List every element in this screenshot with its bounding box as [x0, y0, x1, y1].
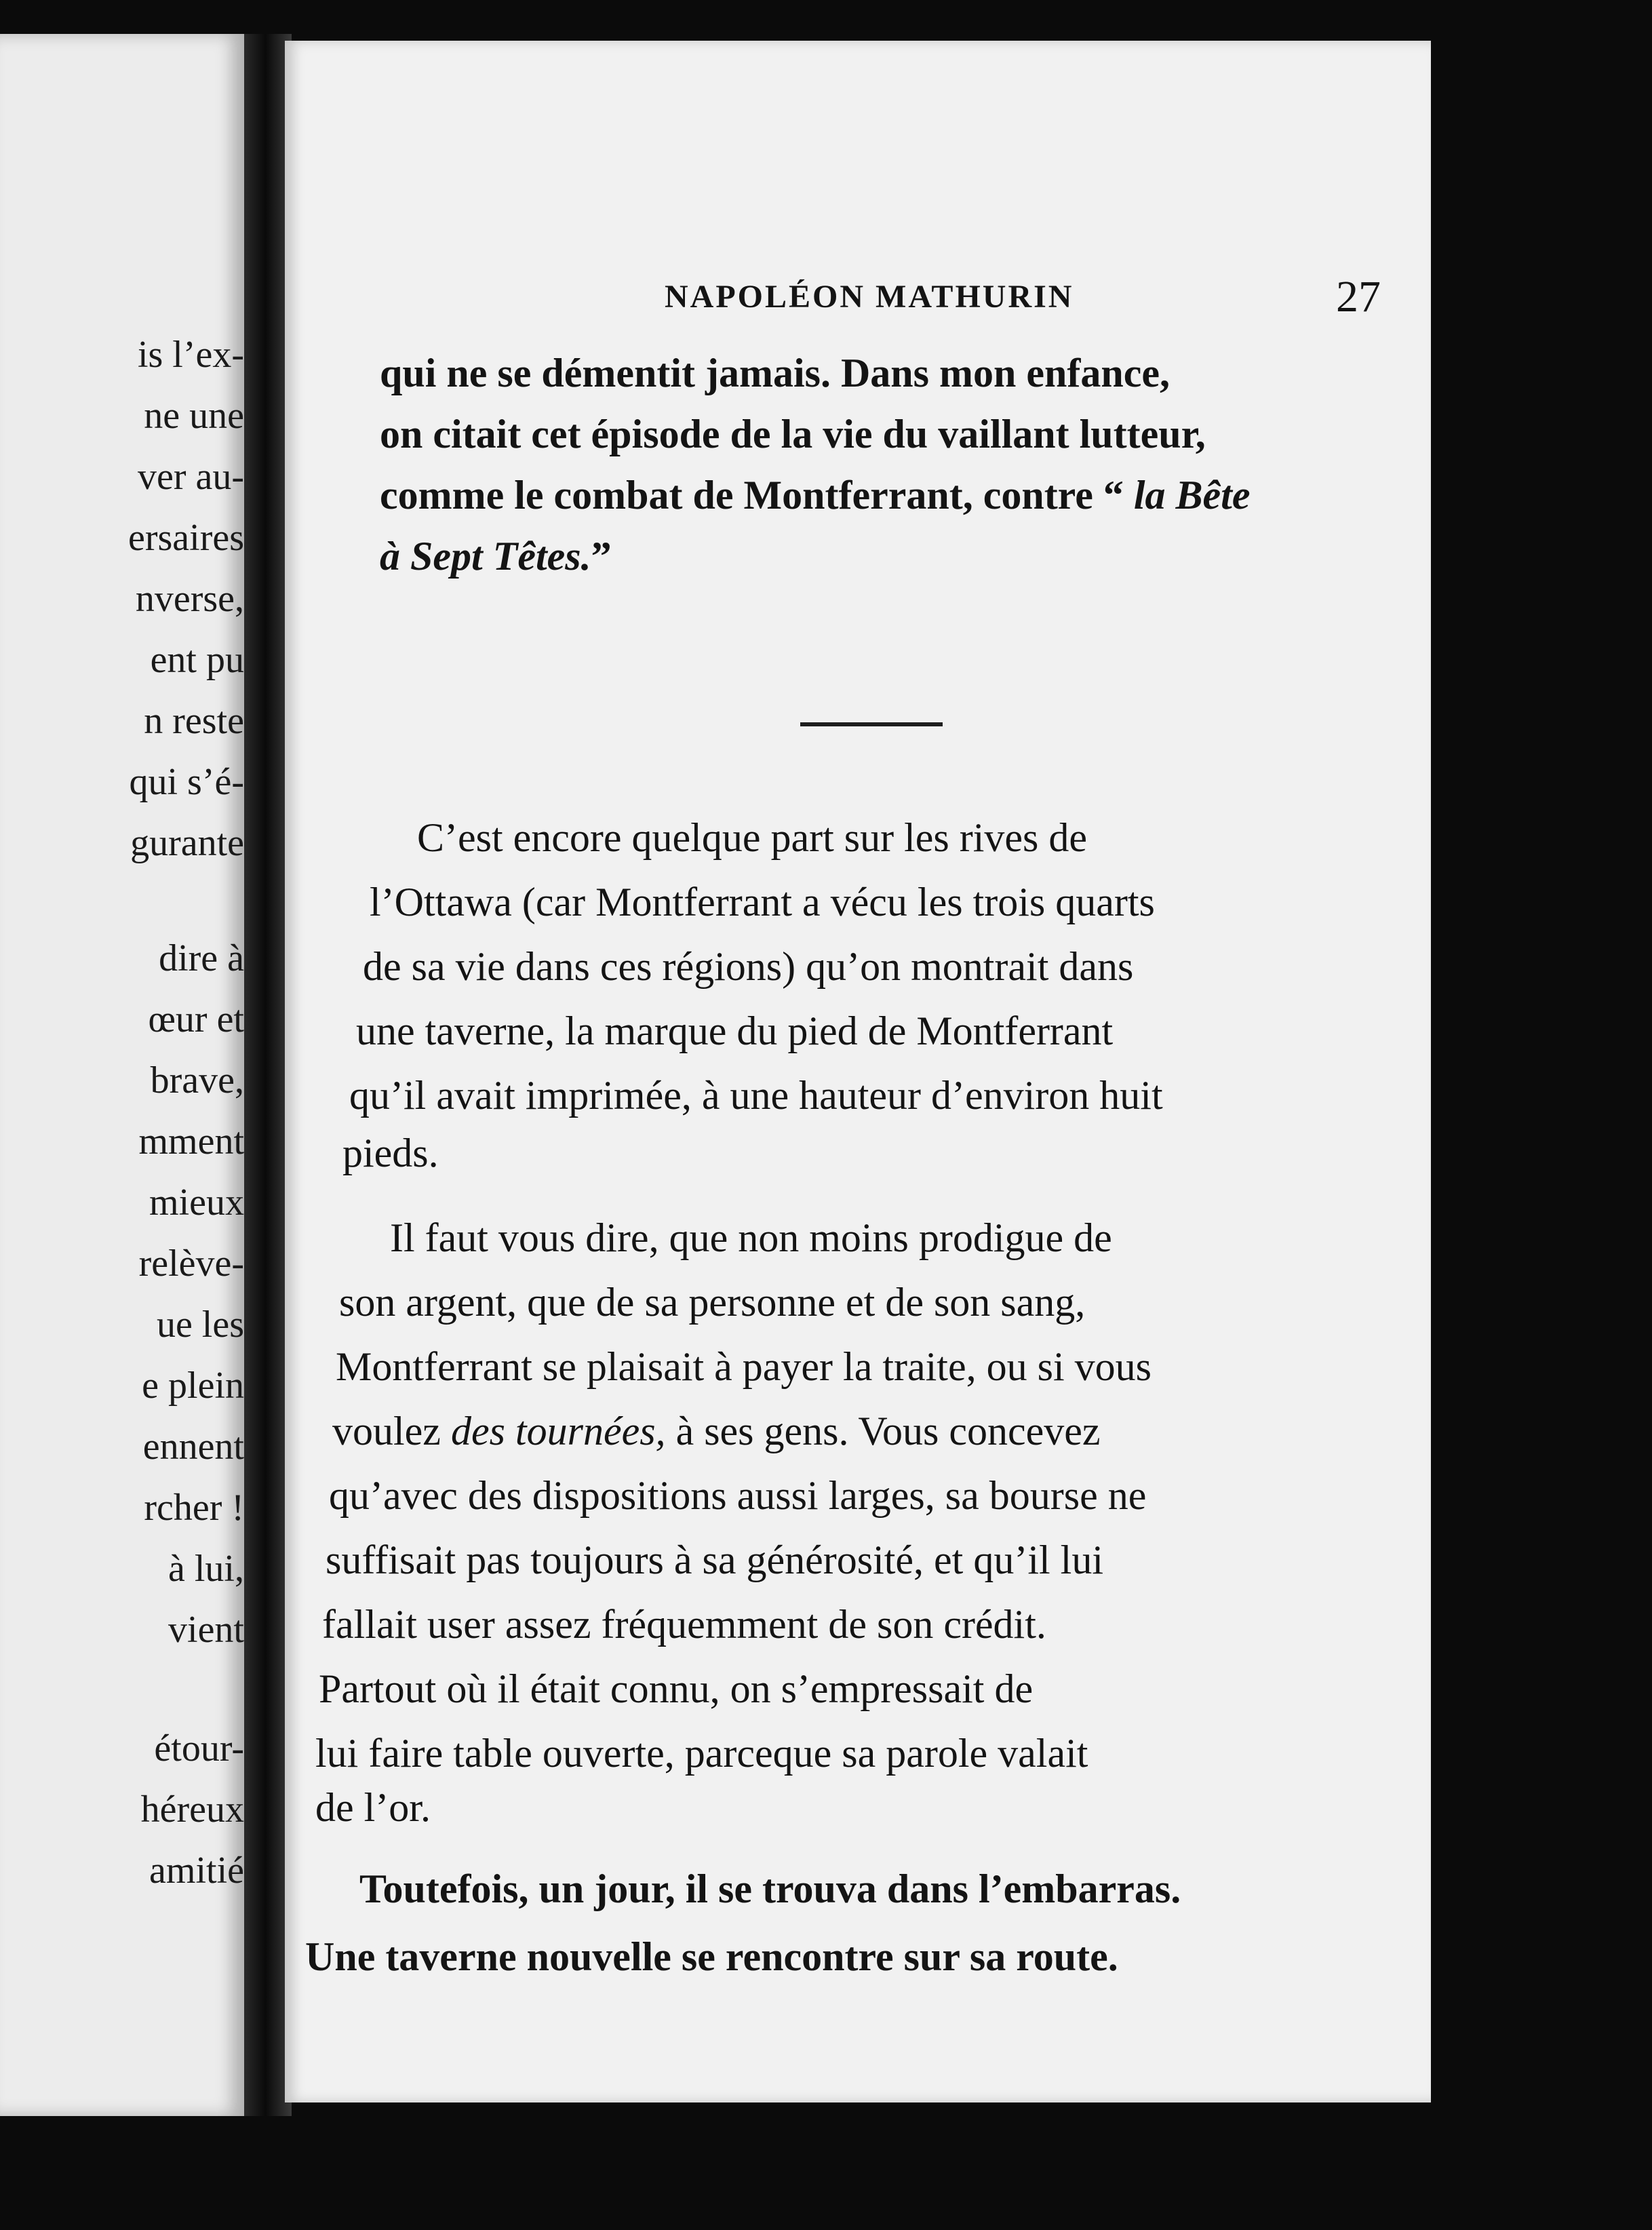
left-line: ersaires: [127, 517, 244, 559]
left-line: is l’ex-: [137, 334, 244, 376]
italic-phrase: des tournées,: [450, 1409, 666, 1453]
left-line: n reste: [144, 700, 244, 742]
text-span: voulez: [332, 1409, 451, 1453]
left-line: à lui,: [168, 1548, 244, 1590]
left-line: nverse,: [135, 578, 244, 620]
left-line: ent pu: [150, 639, 244, 681]
text-line: de l’or.: [315, 1785, 431, 1830]
left-line: héreux: [140, 1788, 244, 1831]
text-line: Partout où il était connu, on s’empressait de: [319, 1666, 1034, 1711]
text-line: Une taverne nouvelle se rencontre sur sa route.: [305, 1934, 1118, 1979]
text-line: une taverne, la marque du pied de Montferrant: [356, 1009, 1114, 1053]
left-line: rcher !: [144, 1487, 244, 1529]
text-line: C’est encore quelque part sur les rives de: [417, 815, 1087, 860]
book-page: [285, 41, 1431, 2102]
text-line: on citait cet épisode de la vie du vaillant lutteur,: [380, 412, 1206, 456]
left-line: amitié: [149, 1850, 244, 1892]
text-line: qui ne se démentit jamais. Dans mon enfance,: [380, 351, 1170, 395]
left-line: dire à: [159, 937, 244, 979]
left-line: œur et: [148, 998, 244, 1040]
left-line: relève-: [138, 1243, 244, 1285]
text-line: lui faire table ouverte, parceque sa parole valait: [315, 1731, 1088, 1776]
left-line: mieux: [149, 1181, 244, 1224]
previous-page-fragment: [0, 34, 244, 2116]
left-line: ue les: [156, 1304, 244, 1346]
text-line: qu’il avait imprimée, à une hauteur d’environ huit: [349, 1073, 1163, 1118]
text-line: suffisait pas toujours à sa générosité, et qu’il lui: [326, 1538, 1104, 1582]
section-divider: [800, 722, 943, 726]
left-line: e plein: [142, 1365, 244, 1407]
left-line: étour-: [154, 1727, 244, 1769]
text-line: Montferrant se plaisait à payer la traite, ou si vous: [336, 1344, 1152, 1389]
left-line: ne une: [144, 395, 244, 437]
text-line: [332, 1407, 1101, 1455]
left-line: gurante: [130, 822, 244, 864]
left-line: vient: [168, 1609, 244, 1651]
left-line: qui s’é-: [129, 761, 244, 803]
page-number: 27: [1336, 272, 1381, 321]
text-line: [380, 471, 1250, 519]
text-span: comme le combat de Montferrant, contre “: [380, 473, 1134, 517]
text-line: Il faut vous dire, que non moins prodigue de: [390, 1215, 1112, 1260]
text-line: pieds.: [342, 1131, 439, 1175]
left-line: mment: [138, 1120, 244, 1162]
text-span: ”: [591, 534, 612, 579]
text-line: qu’avec des dispositions aussi larges, sa bourse ne: [329, 1473, 1147, 1518]
text-line: Toutefois, un jour, il se trouva dans l’embarras.: [359, 1866, 1181, 1911]
running-header: NAPOLÉON MATHURIN: [665, 279, 1074, 315]
left-line: brave,: [150, 1059, 244, 1101]
text-line: son argent, que de sa personne et de son sang,: [339, 1280, 1086, 1325]
text-line: de sa vie dans ces régions) qu’on montrait dans: [363, 944, 1134, 989]
text-line: l’Ottawa (car Montferrant a vécu les trois quarts: [370, 880, 1155, 924]
text-line: fallait user assez fréquemment de son crédit.: [322, 1602, 1046, 1647]
left-line: ver au-: [137, 456, 244, 498]
left-line: ennent: [142, 1426, 244, 1468]
text-line: [380, 532, 612, 580]
text-span: à ses gens. Vous concevez: [665, 1409, 1101, 1453]
italic-title: la Bête: [1133, 473, 1251, 517]
italic-title: à Sept Têtes.: [380, 534, 591, 579]
